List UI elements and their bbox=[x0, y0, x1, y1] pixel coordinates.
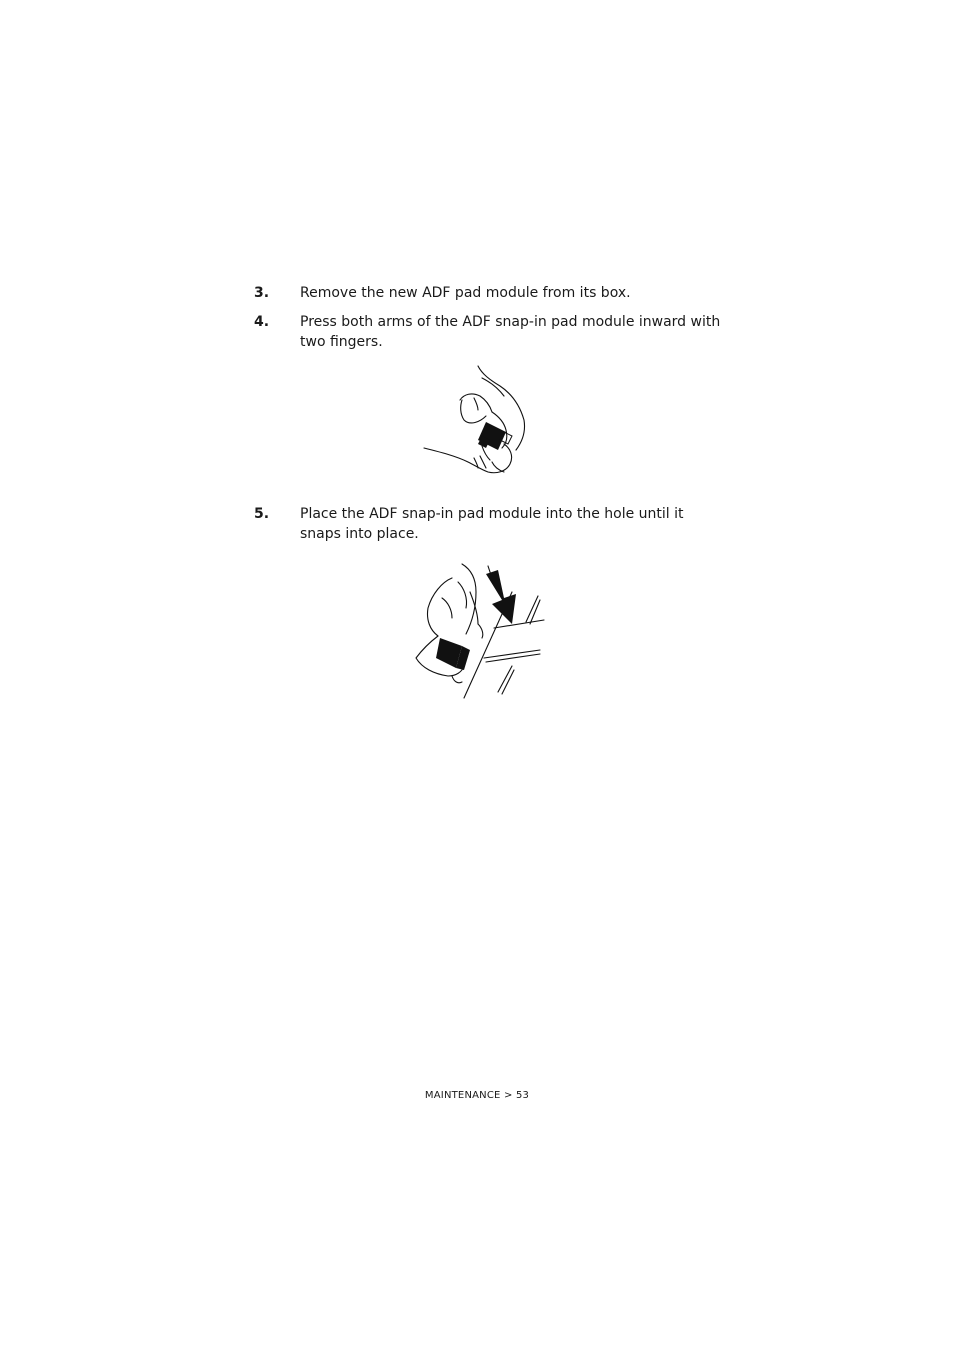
step-3 bbox=[254, 284, 724, 304]
page-footer bbox=[0, 1090, 954, 1101]
footer-separator: > bbox=[503, 1090, 513, 1101]
footer-page-number: 53 bbox=[515, 1090, 530, 1101]
step-number: 4. bbox=[254, 314, 270, 330]
step-text: Remove the new ADF pad module from its box. bbox=[300, 285, 631, 301]
inserting-pad-module-illustration bbox=[412, 558, 548, 700]
step-number: 5. bbox=[254, 506, 270, 522]
step-5 bbox=[254, 505, 724, 544]
step-text: Place the ADF snap-in pad module into the hole until it snaps into place. bbox=[300, 506, 684, 542]
step-4 bbox=[254, 313, 724, 352]
step-text: Press both arms of the ADF snap-in pad module inward with two fingers. bbox=[300, 314, 721, 350]
step-number: 3. bbox=[254, 285, 270, 301]
footer-section: MAINTENANCE bbox=[424, 1090, 501, 1101]
hand-pressing-pad-module-illustration bbox=[420, 362, 530, 480]
